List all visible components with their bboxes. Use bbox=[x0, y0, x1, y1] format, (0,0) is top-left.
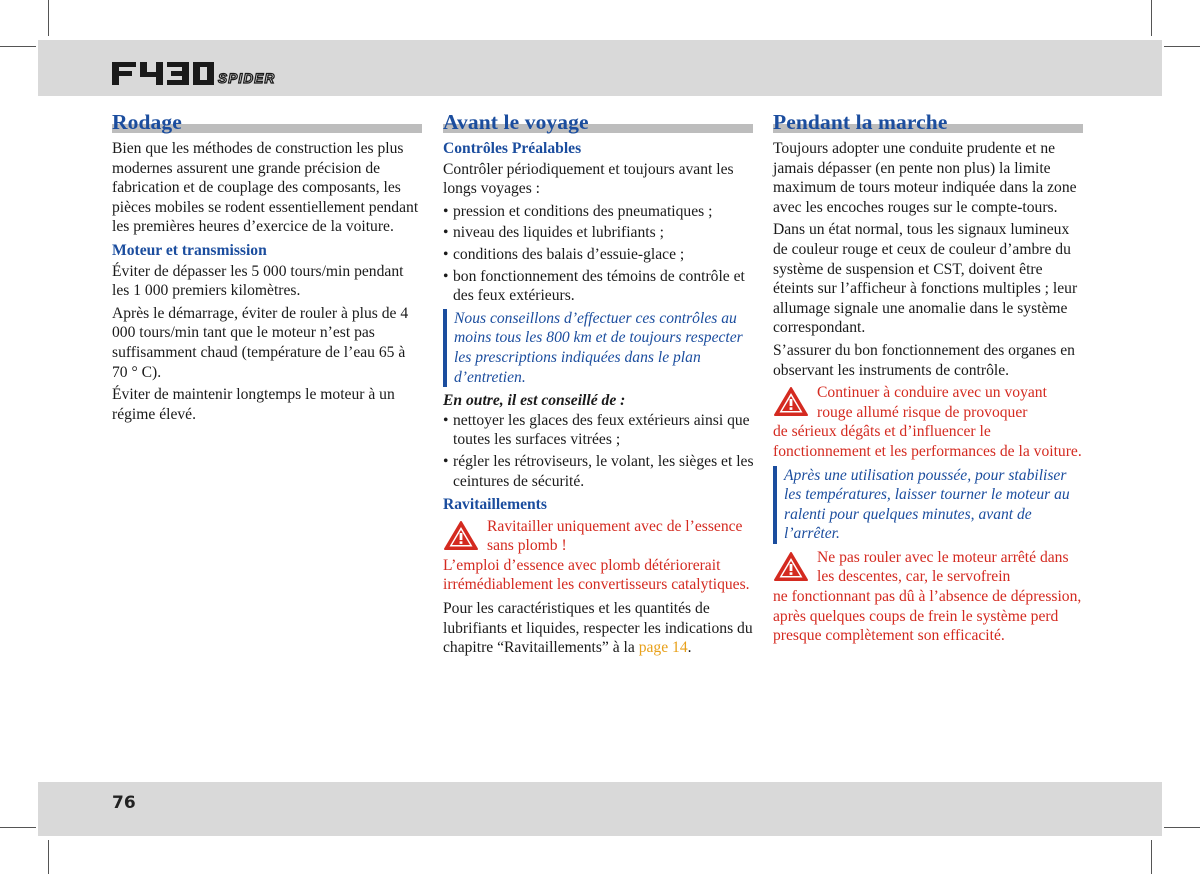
warning-text: Ravitailler uniquement avec de l’essence sans plomb ! bbox=[487, 517, 743, 555]
warning-triangle-icon bbox=[773, 551, 809, 582]
column-avant-le-voyage bbox=[443, 108, 755, 661]
subsection-title: Contrôles Préalables bbox=[443, 140, 582, 157]
warning-text: de sérieux dégâts et d’influencer le fonctionnement et les performances de la voiture. bbox=[773, 423, 1082, 460]
warning-triangle-icon bbox=[443, 520, 479, 551]
page-link[interactable]: page 14 bbox=[638, 639, 688, 657]
paragraph: Après le démarrage, éviter de rouler à plus de 4 000 tours/min tant que le moteur n’est pas suffisamment chaud (température de l’eau 65 à 70 ° C). bbox=[112, 304, 409, 381]
list-item: • conditions des balais d’essuie-glace ; bbox=[443, 245, 685, 263]
paragraph: Bien que les méthodes de construction les plus modernes assurent une grande précision de fabrication et de couplage des composants, les pièces mobiles se rodent essentiellement pendant les premières heures d’exercice de la voiture. bbox=[112, 140, 419, 236]
warning-block bbox=[773, 383, 1085, 461]
section-header bbox=[112, 108, 424, 136]
crop-mark bbox=[1164, 827, 1200, 828]
warning-text: Continuer à conduire avec un voyant rouge allumé risque de provoquer bbox=[817, 384, 1047, 421]
bullet-list bbox=[443, 202, 755, 306]
paragraph: Toujours adopter une conduite prudente et ne jamais dépasser (en pente non plus) la limite maximum de tours moteur indiquée dans la zone avec les encoches rouges sur le compte-tours. bbox=[773, 140, 1077, 216]
crop-mark bbox=[1164, 46, 1200, 47]
crop-mark bbox=[1151, 0, 1152, 36]
crop-mark bbox=[0, 827, 36, 828]
crop-mark bbox=[0, 46, 36, 47]
paragraph: Éviter de maintenir longtemps le moteur à un régime élevé. bbox=[112, 386, 395, 423]
section-title: Rodage bbox=[112, 110, 182, 134]
warning-text: ne fonctionnant pas dû à l’absence de dépression, après quelques coups de frein le système perd presque complètement son efficacité. bbox=[773, 588, 1082, 645]
warning-block bbox=[443, 517, 755, 595]
section-header bbox=[443, 108, 755, 136]
column-pendant-la-marche bbox=[773, 108, 1085, 650]
paragraph: S’assurer du bon fonctionnement des organes en observant les instruments de contrôle. bbox=[773, 341, 1075, 379]
warning-block bbox=[773, 548, 1085, 646]
crop-mark bbox=[1151, 840, 1152, 874]
f430-spider-logo bbox=[110, 58, 302, 88]
paragraph: Contrôler périodiquement et toujours avant les longs voyages : bbox=[443, 160, 734, 198]
warning-triangle-icon bbox=[773, 386, 809, 417]
info-note: Après une utilisation poussée, pour stabiliser les températures, laisser tourner le moteur au ralenti pour quelques minutes, avant de l’arrêter. bbox=[773, 466, 1085, 544]
section-title: Avant le voyage bbox=[443, 110, 589, 134]
bullet-list bbox=[443, 411, 755, 491]
list-item: • bon fonctionnement des témoins de contrôle et des feux extérieurs. bbox=[443, 267, 745, 305]
column-rodage bbox=[112, 108, 424, 427]
paragraph: Pour les caractéristiques et les quantités de lubrifiants et liquides, respecter les indications du chapitre “Ravitaillements” à la page 14. bbox=[443, 600, 753, 657]
subsection-title: Ravitaillements bbox=[443, 496, 547, 514]
section-header bbox=[773, 108, 1085, 136]
list-intro: En outre, il est conseillé de : bbox=[443, 392, 626, 410]
warning-text: Ne pas rouler avec le moteur arrêté dans les descentes, car, le servofrein bbox=[817, 548, 1069, 586]
section-title: Pendant la marche bbox=[773, 110, 948, 134]
paragraph: Dans un état normal, tous les signaux lumineux de couleur rouge et ceux de couleur d’ambre du système de suspension et CST, doivent être éteints sur l’afficheur à fonctions multiples ; leur allumage signale une anomalie dans le système correspondant. bbox=[773, 221, 1078, 337]
subsection-title: Moteur et transmission bbox=[112, 241, 267, 259]
footer-band bbox=[38, 782, 1162, 836]
list-item: • pression et conditions des pneumatiques ; bbox=[443, 202, 713, 220]
page-number: 76 bbox=[112, 793, 136, 813]
list-item: • niveau des liquides et lubrifiants ; bbox=[443, 224, 664, 242]
list-item: • nettoyer les glaces des feux extérieurs ainsi que toutes les surfaces vitrées ; bbox=[443, 411, 750, 449]
paragraph: Éviter de dépasser les 5 000 tours/min pendant les 1 000 premiers kilomètres. bbox=[112, 262, 404, 300]
info-note: Nous conseillons d’effectuer ces contrôles au moins tous les 800 km et de toujours respecter les prescriptions indiquées dans le plan d’entretien. bbox=[443, 309, 755, 387]
svg-text:SPIDER: SPIDER bbox=[218, 71, 276, 86]
list-item: • régler les rétroviseurs, le volant, les sièges et les ceintures de sécurité. bbox=[443, 452, 754, 490]
crop-mark bbox=[48, 0, 49, 36]
warning-text: L’emploi d’essence avec plomb détériorerait irrémédiablement les convertisseurs catalytiques. bbox=[443, 556, 750, 594]
crop-mark bbox=[48, 840, 49, 874]
